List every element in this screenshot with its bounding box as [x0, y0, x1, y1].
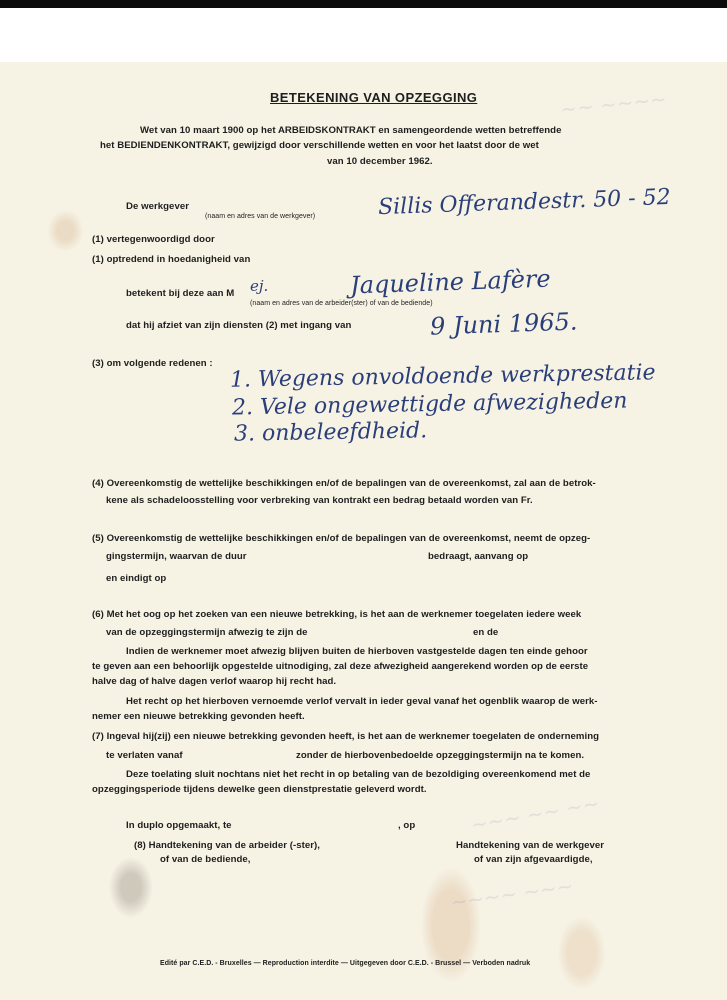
section-6-line-1: (6) Met het oog op het zoeken van een nieuwe betrekking, is het aan de werknemer toegelaten iedere week — [92, 609, 582, 620]
reason-item-3: 3. onbeleefdheid. — [233, 418, 428, 447]
reason-item-1: 1. Wegens onvoldoende werkprestatie — [229, 360, 656, 393]
intro-line-3: van 10 december 1962. — [327, 156, 433, 167]
employer-sublabel: (naam en adres van de werkgever) — [205, 213, 316, 220]
publisher-footer: Edité par C.E.D. - Bruxelles — Reproduction interdite — Uitgegeven door C.E.D. - Brussel — Verboden nadruk — [160, 960, 531, 967]
intro-line-2: het BEDIENDENKONTRAKT, gewijzigd door verschillende wetten en voor het laatst door de wet — [100, 140, 539, 151]
section-7-line-2a: te verlaten vanaf — [106, 750, 183, 761]
notice-sublabel: (naam en adres van de arbeider(ster) of van de bediende) — [250, 300, 433, 307]
reason-item-2: 2. Vele ongewettigde afwezigheden — [231, 388, 628, 421]
section-5-line-3: en eindigt op — [106, 573, 167, 584]
section-6-para-2-line-2: te geven aan een behoorlijk opgestelde uitnodiging, zal deze afwezigheid aangerekend worden op de eerste — [92, 661, 589, 672]
scan-top-border — [0, 0, 727, 8]
section-7-para-2-line-2: opzeggingsperiode tijdens dewelke geen dienstprestatie geleverd wordt. — [92, 784, 427, 795]
section-6-para-2-line-3: halve dag of halve dagen verlof waarop hij recht had. — [92, 676, 337, 687]
signature-worker-line-1: (8) Handtekening van de arbeider (-ster), — [134, 840, 320, 851]
section-4-line-1: (4) Overeenkomstig de wettelijke beschikkingen en/of de bepalingen van de overeenkomst, zal aan de betrok- — [92, 478, 596, 489]
section-5-line-1: (5) Overeenkomstig de wettelijke beschikkingen en/of de bepalingen van de overeenkomst, neemt de opzeg- — [92, 533, 591, 544]
represented-by-label: (1) vertegenwoordigd door — [92, 234, 215, 245]
section-7-line-2b: zonder de hierbovenbedoelde opzeggingstermijn na te komen. — [296, 750, 585, 761]
section-6-para-3-line-1: Het recht op het hierboven vernoemde verlof vervalt in ieder geval vanaf het ogenblik waarop de werk- — [126, 696, 598, 707]
section-6-para-2-line-1: Indien de werknemer moet afwezig blijven buiten de hierboven vastgestelde dagen ten einde gehoor — [126, 646, 588, 657]
section-5-line-2a: gingstermijn, waarvan de duur — [106, 551, 247, 562]
section-4-line-2: kene als schadeloosstelling voor verbreking van kontrakt een bedrag betaald worden van Fr. — [106, 495, 533, 506]
capacity-label: (1) optredend in hoedanigheid van — [92, 254, 251, 265]
document-title: BETEKENING VAN OPZEGGING — [270, 90, 478, 105]
employee-name-handwritten: Jaqueline Lafère — [349, 264, 552, 300]
section-6-line-2b: en de — [473, 627, 499, 638]
section-5-line-2b: bedraagt, aanvang op — [428, 551, 529, 562]
reasons-label: (3) om volgende redenen : — [92, 358, 213, 369]
section-7-line-1: (7) Ingeval hij(zij) een nieuwe betrekking gevonden heeft, is het aan de werknemer toegelaten de onderneming — [92, 731, 600, 742]
document-page — [0, 62, 727, 1000]
made-in-duplo-label: In duplo opgemaakt, te — [126, 820, 232, 831]
intro-line-1: Wet van 10 maart 1900 op het ARBEIDSKONTRAKT en samengeordende wetten betreffende — [140, 125, 562, 136]
signature-employer-line-2: of van zijn afgevaardigde, — [474, 854, 593, 865]
waiver-date-handwritten: 9 Juni 1965. — [429, 307, 578, 341]
bleed-through-mark: ~~ ~~~~ — [559, 86, 668, 122]
waiver-label: dat hij afziet van zijn diensten (2) met ingang van — [126, 320, 352, 331]
employer-handwritten: Sillis Offerandestr. 50 - 52 — [377, 184, 672, 221]
section-6-para-3-line-2: nemer een nieuwe betrekking gevonden heeft. — [92, 711, 305, 722]
notice-handwritten-prefix: ej. — [250, 277, 269, 295]
employer-label: De werkgever — [126, 201, 189, 212]
section-7-para-2-line-1: Deze toelating sluit nochtans niet het recht in op betaling van de bezoldiging overeenkomend met de — [126, 769, 591, 780]
signature-worker-line-2: of van de bediende, — [160, 854, 251, 865]
section-6-line-2a: van de opzeggingstermijn afwezig te zijn de — [106, 627, 308, 638]
bleed-through-mark: ~~~ ~~ ~~ — [468, 790, 602, 838]
made-on-label: , op — [398, 820, 416, 831]
bleed-through-mark: ~~~~ ~~~ — [448, 873, 575, 915]
signature-employer-line-1: Handtekening van de werkgever — [456, 840, 605, 851]
notice-label: betekent bij deze aan M — [126, 288, 235, 299]
